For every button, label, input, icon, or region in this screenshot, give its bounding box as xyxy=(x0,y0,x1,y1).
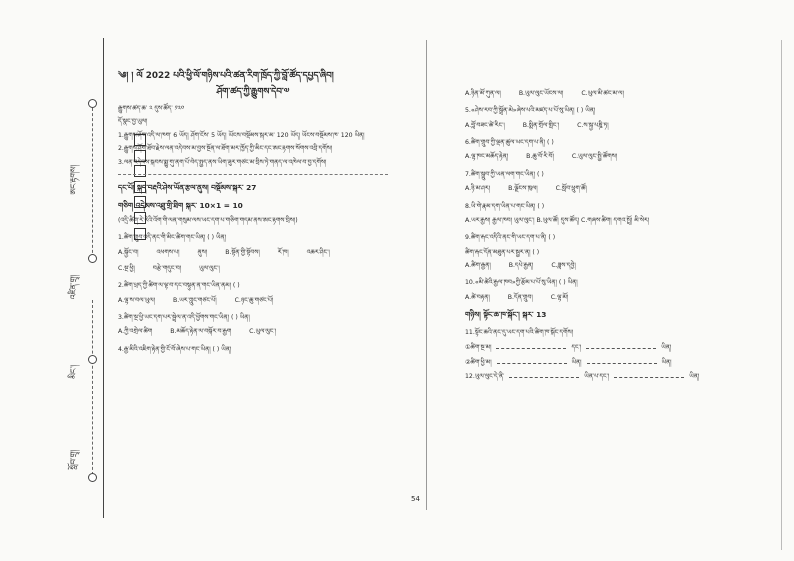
option-a-word: འཕགས་པ། xyxy=(156,248,180,256)
label-id-number: ཨང་རྟགས། xyxy=(69,165,78,195)
option-b[interactable]: B.སྨིན་གྲོལ་གླིང་། xyxy=(522,121,560,129)
notice-item: 2.རྒྱུགས་ཤོག་ཐོབ་རྗེས་ལན་འདེབས་མ་བྱས་སྔོན་ལ་ཐོག་མར་ཁྱོད་ཀྱི་མིང་དང་ཨང་རྟགས་སོགས་འབྲི་དགོས། xyxy=(118,145,333,153)
notice-heading: དོ་སྣང་བྱ་ཡུལ། xyxy=(118,118,148,126)
option-a[interactable]: A.ཚིག་རྒྱན། xyxy=(465,261,491,269)
page-number: 54 xyxy=(411,495,420,503)
binding-hole-icon xyxy=(88,473,97,482)
option-a[interactable]: A.སྐྱོང་བ། xyxy=(118,248,139,256)
option-c[interactable]: C.ཡུལ་ལུང་སྤྱི་ཚོགས། xyxy=(571,153,618,161)
option-c[interactable]: C.ཉང་ཆུ་གཙང་པོ། xyxy=(234,296,274,304)
page-edge xyxy=(781,40,782,550)
question-5: 5.«ཤེས་རབ་ཀྱི་སྒྲོན་མེ»ཞེས་པའི་མཛད་པ་པོ་སུ་ཡིན། ( ) ཡིན། xyxy=(465,107,596,115)
question-10-options xyxy=(465,294,755,302)
left-column xyxy=(118,70,388,360)
page-fold-divider xyxy=(426,40,427,510)
question-9-options xyxy=(465,262,755,270)
question-11-line-1 xyxy=(465,343,755,352)
question-7-options xyxy=(465,185,755,193)
option-c-word: བརྩེ་གདུང་བ། xyxy=(152,264,182,272)
fill-blank[interactable] xyxy=(614,372,684,378)
question-12 xyxy=(465,372,755,381)
option-a[interactable]: A.ལྷ་ཁང་མཆོད་རྟེན། xyxy=(465,153,509,161)
option-b[interactable]: B.ཡུལ་ལུང་ཡོངས་ལ། xyxy=(518,90,564,97)
option-b-word: རོ་ཁ། xyxy=(277,248,289,256)
notice-item: 3.ལན་འདེབས་སྐབས་སྨྱུ་གུ་ནག་པོ་བེད་སྤྱད་ནས་ཡིག་ཟུར་གཙང་མ་བྲིས་ཏེ་གནད་ལ་འཁེལ་བ་བྱ་དགོས། xyxy=(118,158,327,166)
question-8: 8.ཡི་གེ་རྣམ་དག་ཡིན་པ་གང་ཡིན། ( ) xyxy=(465,202,545,210)
part-instructions: (འདྲི་ཚིག་རེ་རེའི་འོག་གི་ལན་གསུམ་ལས་ཡང་དག་པ་གཅིག་གདམ་ནས་ཨང་རྟགས་བྲིས།) xyxy=(118,216,298,224)
option-a[interactable]: A.ཚེ་བརྟན། xyxy=(465,293,490,301)
blank-prefix: ①ཚིག་སྔ་མ། xyxy=(465,344,492,352)
option-b[interactable]: B.ཡར་ཀླུང་གཙང་པོ། xyxy=(172,296,217,304)
right-column xyxy=(465,86,755,386)
question-9: 9.ཚིག་རྐང་འདིའི་ནང་གི་ཡང་དག་པ་ནི། ( ) xyxy=(465,234,556,242)
question-10: 10.«མི་ཚེའི་རྒྱལ་ཁབ»ཀྱི་རྩོམ་པ་པོ་སུ་ཡིན། ( ) ཡིན། xyxy=(465,279,578,287)
fill-blank[interactable] xyxy=(496,343,566,349)
section-heading: དང་པོ། སྐད་བརྡའི་ཤེས་ཡོན་རྩལ་ནུས། བསྡོམས་སྐར་ 27 xyxy=(118,182,257,192)
blank-suffix: ཡིན། xyxy=(661,358,672,366)
option-b[interactable]: B.ཆུ་བོ་རི་བོ། xyxy=(526,153,554,161)
blank-suffix: ཡིན། xyxy=(661,344,672,352)
question-1-options xyxy=(118,249,388,257)
binding-hole-icon xyxy=(88,254,97,263)
question-12-prefix: 12.ཡུལ་ལུང་དེ་ནི་ xyxy=(465,373,505,381)
option-b[interactable]: B.སྟོན་གྱི་སྟོབས། xyxy=(225,248,260,256)
blank-prefix: ②ཚིག་ཕྱི་མ། xyxy=(465,358,492,366)
option-c[interactable]: C.ཡུལ་ལུང་། xyxy=(249,328,277,336)
option-b[interactable]: B.དོན་གྲུབ། xyxy=(507,293,533,301)
binding-dash-line xyxy=(92,108,93,258)
label-class: འཛིན་གྲྭ། xyxy=(69,275,78,300)
blank-mid: དང་། xyxy=(571,344,582,352)
exam-meta: རྒྱུགས་ཚད་ཆ་ ༢ དུས་ཚོད་ ༡༢༠ xyxy=(118,105,185,113)
option-a-word: ནུས། xyxy=(197,248,208,256)
question-4-options xyxy=(465,90,755,98)
question-3: 3.ཚིག་སྔ་ཕྱི་ཡང་དག་པར་སྦྲེལ་ན་འདི་ཕྱོགས་གང་ཡིན། ( ) ཡིན། xyxy=(118,313,250,321)
option-a[interactable]: A.ཉིན་མོ་ཀུན་ལ། xyxy=(465,90,501,97)
option-b[interactable]: B.མཆོད་རྟེན་ལ་བསྐོར་བ་རྒྱག xyxy=(170,328,232,336)
label-school: སློབ་གྲྭ། xyxy=(69,450,78,470)
exam-title: ༄། ། ལོ 2022 པའི་ཕྱི་ལོ་གཉིས་པའི་ཚན་རིག་ཁྲོད་ཀྱི་བློ་ཚོད་དཔྱད་ཞིབ། xyxy=(118,71,334,81)
question-6-options xyxy=(465,153,755,161)
option-c[interactable]: C.ལྷ་མོ། xyxy=(550,293,569,301)
option-c[interactable]: C.ས་སྐྱ་པཎྜི་ཏ། xyxy=(577,121,609,129)
binding-hole-icon xyxy=(88,355,97,364)
question-12-suffix: ཡིན། xyxy=(689,373,700,381)
question-9-continued: ཚིག་རྐང་དོན་མཐུན་པར་སྦྱར་ན། ( ) xyxy=(465,248,540,256)
question-6: 6.ཚིག་གྲུབ་ཀྱི་ལྡན་ཚུལ་ཡང་དག་པ་ནི། ( ) xyxy=(465,139,554,147)
question-1: 1.ཚིག་གྲུབ་འདི་ནང་གི་མིང་ཚིག་གང་ཡིན། ( ) ཡིན། xyxy=(118,234,227,242)
option-c[interactable]: C.སྔ་ཕྱི། xyxy=(118,264,135,272)
question-2: 2.ཚིག་ཕྲད་ཀྱི་ཚིག་ལ་ལྟ་བ་དང་བསྟུན་ན་གང་ཡིན་ནམ། ( ) xyxy=(118,282,240,290)
option-c[interactable]: C.སློབ་ཕྲུག་ཚོ། xyxy=(555,185,587,193)
fill-blank[interactable] xyxy=(586,343,656,349)
option-c-word: ཡུལ་ལུང་། xyxy=(199,264,220,272)
question-3-options xyxy=(118,328,388,336)
binding-hole-icon xyxy=(88,99,97,108)
question-1-options-2 xyxy=(118,265,388,273)
option-c[interactable]: C.ཟླས་དབྱེ། xyxy=(551,261,576,269)
binding-dash-line xyxy=(92,300,93,480)
option-a[interactable]: A.ཀྱི་འགྲེལ་ཚིག xyxy=(118,328,153,336)
question-12-mid: ཡིན་པ་དང་། xyxy=(584,373,610,381)
notice-item: 1.རྒྱུགས་ཤོག་འདི་ལ་ཁག་ 6 ཡོད། ཤོག་ངོས་ 5 ཡོད། ཡོངས་བསྡོམས་སྐར་མ་ 120 ཡོད། ཡོངས་བསྡོམས་ཁ་ 120 ཡིན། xyxy=(118,131,365,139)
label-name: མིང་། xyxy=(69,365,78,379)
option-a[interactable]: A.ཉི་མ་ཤར། xyxy=(465,185,491,193)
part-heading: གཉིས། སྟོང་ཆ་ཁ་སྐོང་། སྐར་ 13 xyxy=(465,310,547,320)
question-11-line-2 xyxy=(465,358,755,367)
option-c[interactable]: C.ཡུལ་མི་ཚང་མ་ལ། xyxy=(581,90,624,97)
question-2-options xyxy=(118,297,388,305)
option-b[interactable]: B.ལྗོངས་ཁུལ། xyxy=(508,185,538,193)
question-8-options[interactable]: A.ཡར་རྒྱས། རྒྱལ་ཁབ། ཡུལ་ལུང་། B.ཡུལ་ཚོ། དུས་ཚོད། C.གཞས་ཚིག། དགའ་སྤྲོ། མི་སེར། xyxy=(465,216,650,224)
question-7: 7.ཚིག་སྒྲུབ་ཀྱི་ཡན་ལག་གང་ཡིན། ( ) xyxy=(465,170,544,178)
option-b[interactable]: B.དཔེ་རྒྱན། xyxy=(508,261,534,269)
fill-blank[interactable] xyxy=(587,358,657,364)
fill-blank[interactable] xyxy=(509,372,579,378)
question-4: 4.རྒྱ་མིའི་འཇིག་རྟེན་གྱི་ངོ་བོ་ཞེས་པ་གང་ཡིན། ( ) ཡིན། xyxy=(118,345,232,353)
fill-blank[interactable] xyxy=(497,358,567,364)
exam-subtitle: ཤོག་ཚད་ཀྱི་རྒྱུགས་དེབ་༧ xyxy=(216,87,290,98)
blank-mid: ཡིན། xyxy=(571,358,582,366)
section-divider xyxy=(118,174,388,175)
part-heading: གཅིག འདེམས་འཐུ་གྲི་ཐིག སྐར་ 10×1 = 10 xyxy=(118,200,243,210)
binding-line xyxy=(103,38,104,518)
question-11: 11.སྟོང་ཆའི་ནང་དུ་ཡང་དག་པའི་ཚིག་ཁ་སྐོང་དགོས། xyxy=(465,329,574,337)
option-a[interactable]: A.བློ་བཟང་ཚེ་རིང་། xyxy=(465,121,505,129)
question-5-options xyxy=(465,122,755,130)
option-b-word: འཆར་ཤིང་། xyxy=(306,248,330,256)
option-a[interactable]: A.ལྷ་ས་བལ་ཡུལ། xyxy=(118,296,155,304)
